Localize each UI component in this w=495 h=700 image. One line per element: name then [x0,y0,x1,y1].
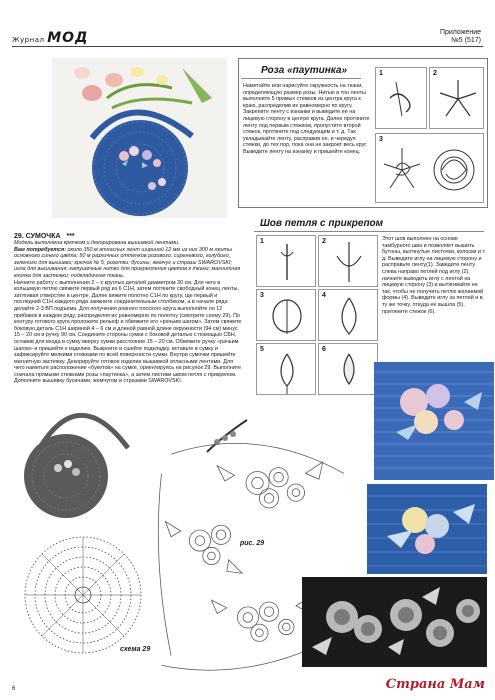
rose-section-title: Роза «паутинка» [261,65,348,76]
site-watermark: Страна Мам [385,677,485,692]
rose-step-2 [429,67,484,129]
loop-step-6-number: 6 [322,346,326,353]
loop-step-2-drawing [319,236,379,288]
rose-section [238,58,488,208]
rose-section-text: Наметайте или нарисуйте окружность на ткани, определяющую размер розы. Нитью в тон ленты выполните 5 прямых стежков из центра круга к краю, распределив их равномерно по кругу. Закрепите ленту с изнанки и выведите ее на лицевую сторону в центре круга. Далее протяните ленту под первым стежком, пропустите второй стежок, протяните под следующим и т. д. Так укладывайте ленту, расправив ее, и чередуя стежки, до тех пор, пока она не закроет весь круг. Выведите ленту на изнанку и пришейте конец. [243,83,370,155]
loop-step-5-drawing [257,344,317,396]
loop-step-6-drawing [319,344,379,396]
loop-section-text: Этот шов выполнен на основе тамбурного шва и позволяет вышить бутоны, вытянутые листочки, колоски и т. д. Выведите иглу на лицевую сторону и расправьте ленту(1). Заведите ленту слева направо петлей под иглу (2), начните выводить иглу с лентой на лицевую сторону (3) и вытягивайте ее так, чтобы не получить петлю желаемой формы (4). Выведите иглу за петлей и в ту же точку, откуда ее вышла (5), притяните стежок (6). [382,236,486,315]
article-difficulty: *** [66,233,75,240]
rose-step-2-number: 2 [433,70,437,77]
loop-section-title: Шов петля с прикрепом [260,218,384,229]
rose-step-3 [375,133,484,203]
materials-label: Вам потребуется: [14,246,67,253]
rose-step-1 [375,67,427,129]
loop-step-1-number: 1 [260,238,264,245]
embroidery-detail-photo-2 [360,484,494,574]
article-block [14,233,242,401]
loop-steps-grid [256,235,380,395]
loop-step-5 [256,343,316,395]
article-heading-row [14,233,242,240]
masthead-logo: МОД [47,30,89,46]
loop-step-2 [318,235,378,287]
gray-bag-photo [16,398,141,528]
issue-number: №5 (517) [451,37,481,44]
issue-info [440,29,481,45]
crochet-scheme [18,530,151,660]
loop-step-6 [318,343,378,395]
loop-step-4-drawing [319,290,379,342]
article-intro: Модель выполнена крючком и декорирована вышивкой лентами. [14,240,180,246]
materials-text: около 350 м атласных лент шириной 12 мм из них 300 м ленты основного синего цвета; 50 м различных оттенков розового, сиреневого, голубого, зеленого для вышивки; крючок № 5; розетки; бусины, жемчуг и стразы SWAROVSKI; игла для вышивания; катушечные нитки для прикрепления цветов к ткани; магнитная кнопка для застежки; подкладочная ткань. [14,246,241,279]
loop-step-4-number: 4 [322,292,326,299]
rose-section-bar [241,78,361,79]
loop-step-1 [256,235,316,287]
rose-step-1-number: 1 [379,70,383,77]
loop-step-3-drawing [257,290,317,342]
masthead-small: Журнал [12,36,45,44]
loop-section-bar [254,231,484,232]
loop-step-5-number: 5 [260,346,264,353]
header-rule [12,46,483,47]
bw-embroidery-photo [302,577,487,667]
article-heading: 29. СУМОЧКА [14,233,61,240]
figure-label: рис. 29 [240,540,265,547]
rose-step-3-number: 3 [379,136,383,143]
loop-step-4 [318,289,378,341]
embroidery-detail-photo [374,362,494,480]
loop-step-3-number: 3 [260,292,264,299]
article-materials [14,247,242,280]
blue-bag-photo [52,58,227,218]
loop-step-3 [256,289,316,341]
rose-step-1-drawing [376,68,428,130]
rose-step-2-drawing [430,68,485,130]
page-number: 6 [12,686,16,692]
supplement-label: Приложение [439,29,481,36]
article-body: Начните работу с выполнения 2 – х круглых деталей диаметром 30 см. Для чего в кольцевую петлю свяжите первый ряд из 6 С1Н, затем потяните свободный конец ленты, затягивая отверстие в центре. Далее вяжите полотно С1Н по кругу, где первый и последний С1Н каждого ряда замкните соединительным столбиком, а в начале ряда делайте 2-3 ВП подъема. Для получения ровного плоского круга выполняйте по 12 прибавок в каждом ряду, распределяя их равномерно по полотну (смотрите схему 29). По контуру готового круга проложите рельеф и обвяжите его «рачьим шагом». Затем свяжите боковую деталь С1Н шириной 4 – 6 см и длиной равной длине окружности (94 см) минус 15 – 20 см и ручку 90 см. Соедините стороны сумки с боковой деталью с помощью СБН, оставив для входа в сумку вверху сумки расстояние 15 – 20 см. Обвяжите ручку «рачьим шагом» и пришейте к изделию. Выкроите и сшейте подкладку, вставьте в сумку и зафиксируйте мелкими стежками по всей поверхности сумки. Внутри сумочки пришейте магнитную застежку. Декорируйте готовое изделие вышивкой атласными лентами. Для чего наметьте расположение «букетов» на сумке, ориентируясь на рисунок 29. Выполните сначала прямыми стежками розы «паутинка», а затем листики швом петля с прикрепом. Дополните вышивку бусинами, жемчугом и стразами SWAROVSKI. [14,279,242,385]
scheme-label: схема 29 [120,646,151,653]
loop-step-1-drawing [257,236,317,288]
rose-step-3-drawing [376,134,485,204]
magazine-masthead [12,30,89,46]
loop-step-2-number: 2 [322,238,326,245]
